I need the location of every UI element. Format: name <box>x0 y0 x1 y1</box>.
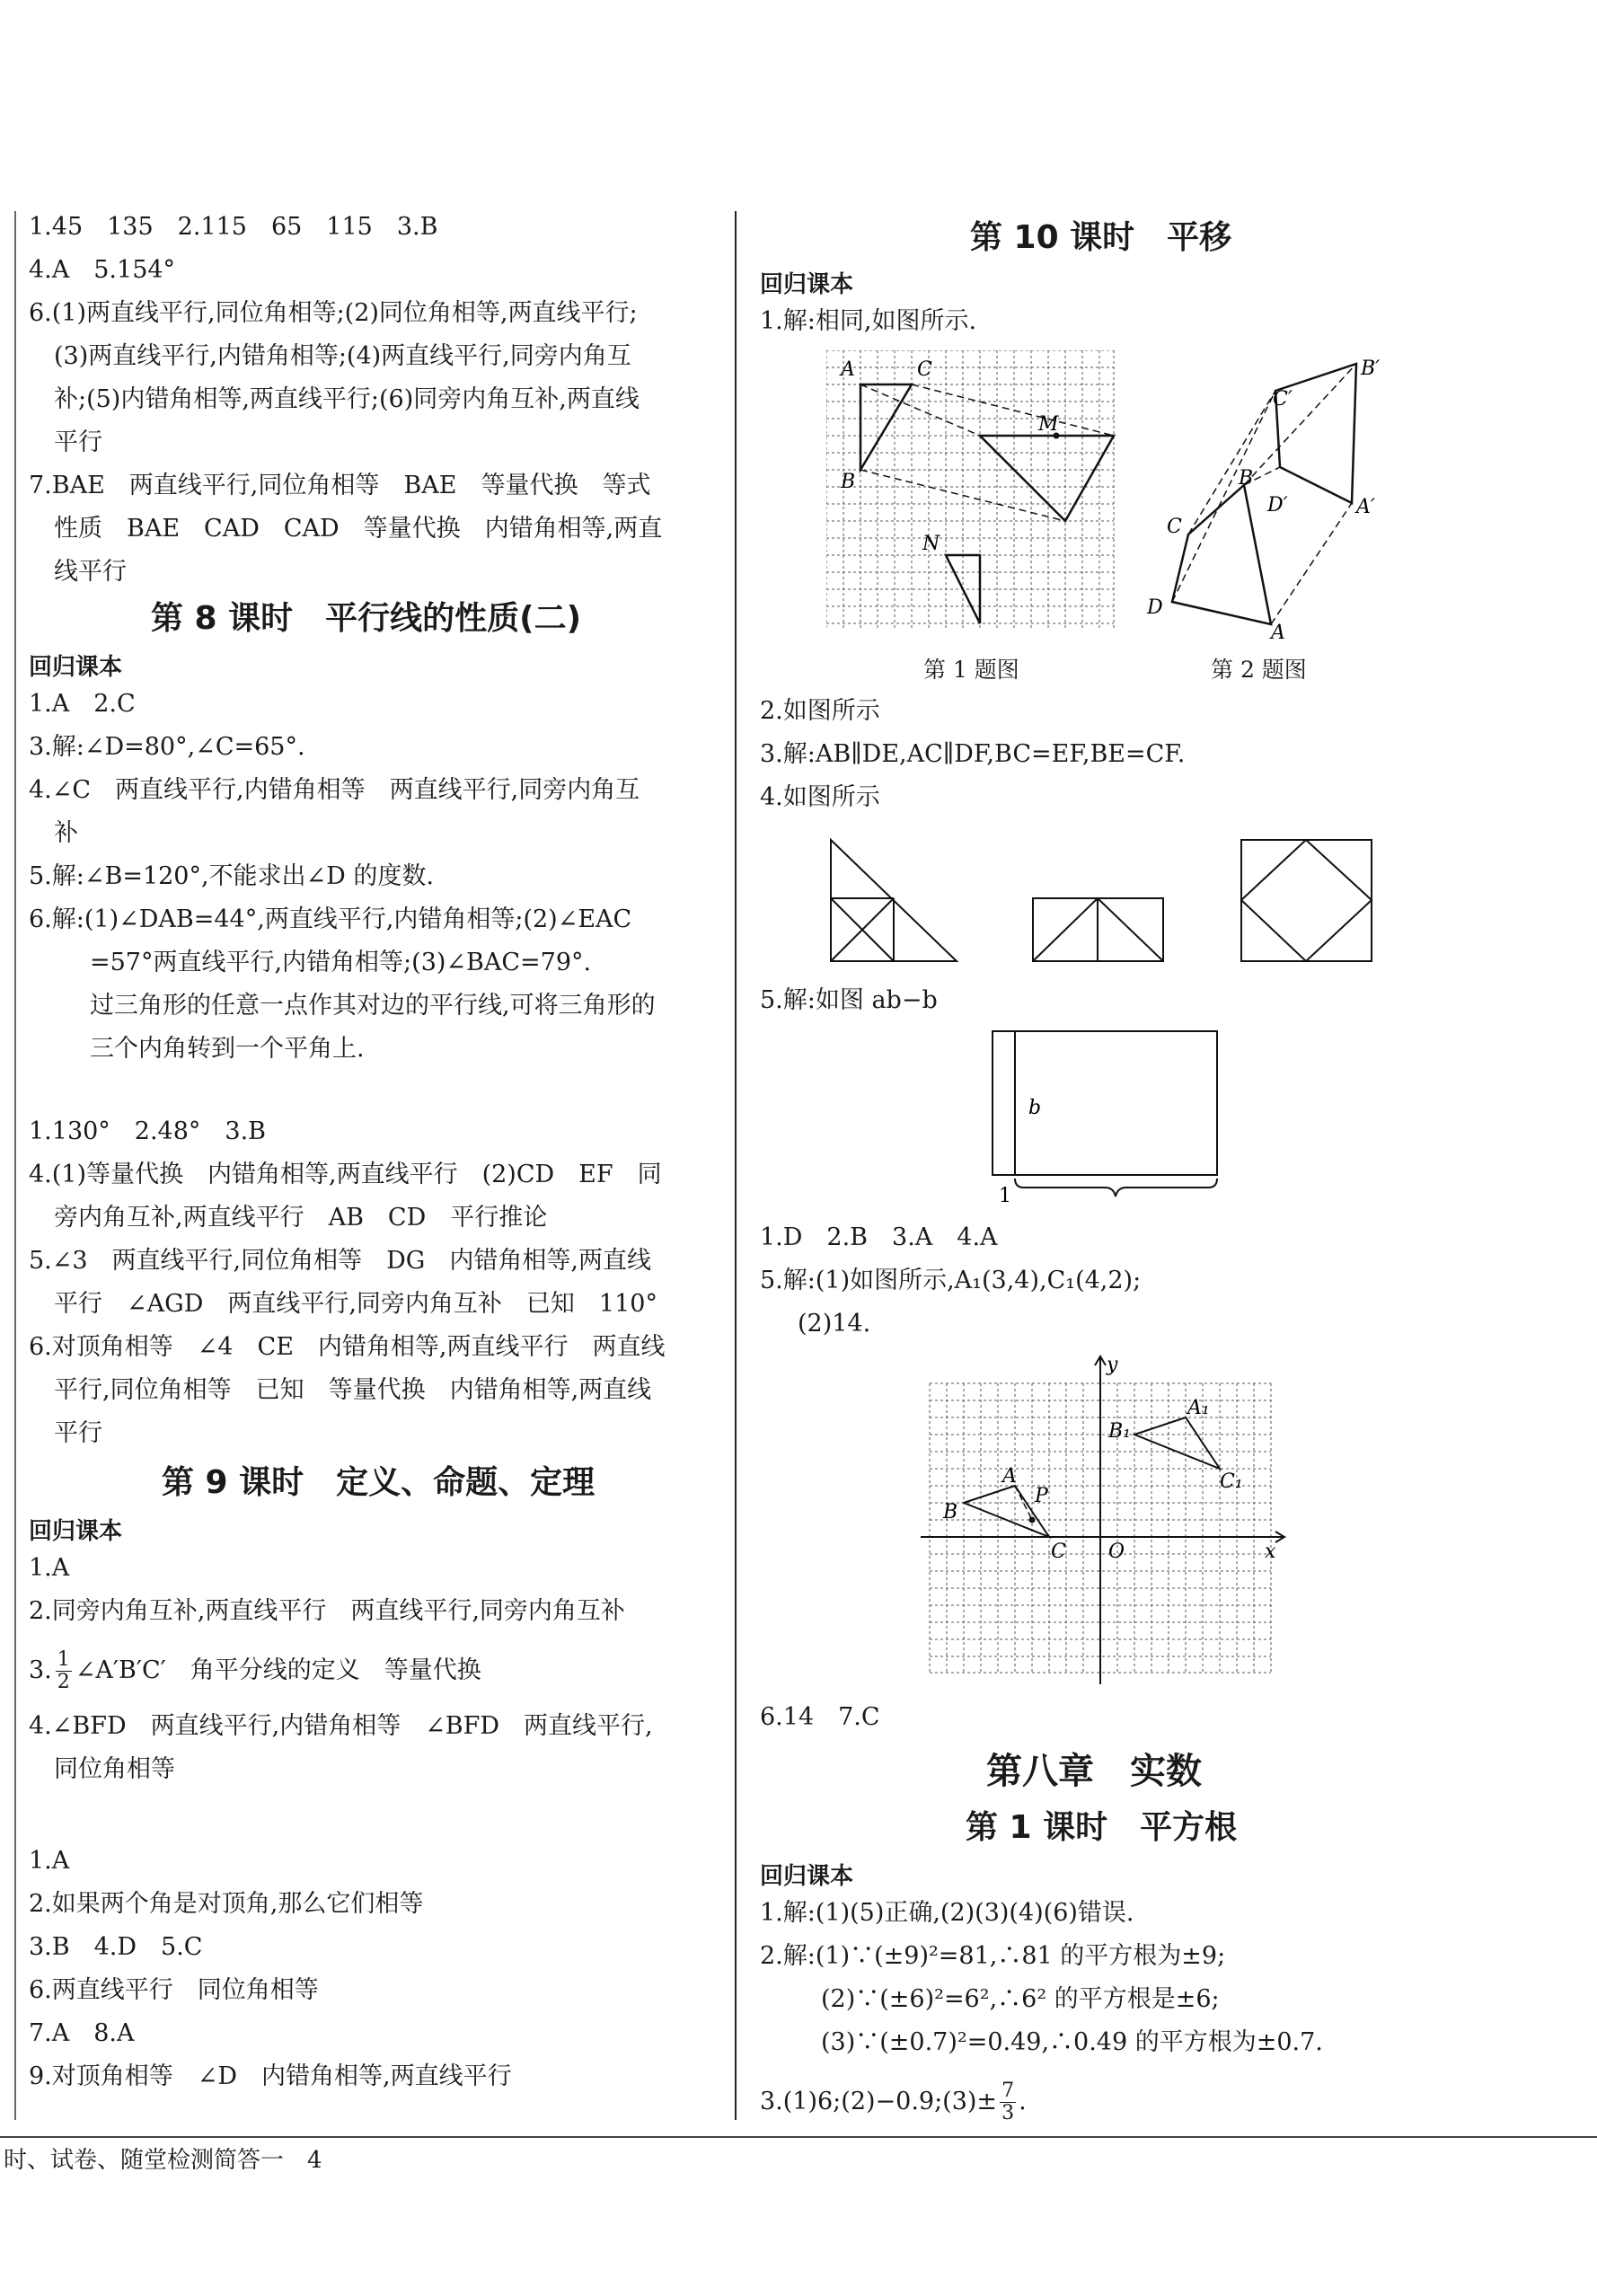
page-footer: 时、试卷、随堂检测简答一 4 <box>4 2147 322 2174</box>
fig1-label-m: M <box>1038 413 1059 436</box>
answer-line: 2.如果两个角是对顶角,那么它们相等 <box>29 1890 424 1918</box>
figure-4-shape-partitions <box>826 831 1383 975</box>
figure-5-rectangle-strip <box>979 1024 1231 1213</box>
subsection-label: 回归课本 <box>760 271 854 298</box>
answer-line: 6.对顶角相等 ∠4 CE 内错角相等,两直线平行 两直线 <box>29 1333 666 1361</box>
fig2-label-c-prime: C′ <box>1273 388 1293 411</box>
figure-caption: 第 2 题图 <box>1211 657 1307 683</box>
fig2-label-d: D <box>1147 596 1163 619</box>
coord-label-c1: C₁ <box>1220 1470 1243 1493</box>
answer-line: =57°两直线平行,内错角相等;(3)∠BAC=79°. <box>90 949 592 976</box>
answer-line: (2)∵(±6)²=6²,∴6² 的平方根是±6; <box>821 1985 1220 2013</box>
answer-line: 1.A 2.C <box>29 690 136 718</box>
answer-line: 1.解:相同,如图所示. <box>760 307 977 335</box>
answer-line: 6.(1)两直线平行,同位角相等;(2)同位角相等,两直线平行; <box>29 299 638 327</box>
fig2-label-a: A <box>1271 622 1285 642</box>
answer-line: 3.解:∠D=80°,∠C=65°. <box>29 733 305 761</box>
answer-line: 7.BAE 两直线平行,同位角相等 BAE 等量代换 等式 <box>29 472 651 499</box>
section-heading: 第 8 课时 平行线的性质(二) <box>151 600 582 637</box>
section-heading: 第 9 课时 定义、命题、定理 <box>162 1464 596 1501</box>
answer-line: 6.两直线平行 同位角相等 <box>29 1976 319 2004</box>
answer-line: 7.A 8.A <box>29 2019 135 2047</box>
answer-line: 5.解:如图 ab−b <box>760 986 938 1014</box>
fig1-label-n: N <box>922 533 940 555</box>
figure-caption: 第 1 题图 <box>923 657 1019 683</box>
answer-line: 1.D 2.B 3.A 4.A <box>760 1223 998 1251</box>
coord-label-b: B <box>943 1501 958 1523</box>
subsection-label: 回归课本 <box>29 1518 123 1545</box>
fraction-denominator: 2 <box>57 1671 70 1693</box>
fraction-seven-thirds <box>1000 2080 1016 2124</box>
answer-line: 1.A <box>29 1554 70 1582</box>
section-heading: 第 1 课时 平方根 <box>966 1809 1238 1846</box>
answer-line: 2.如图所示 <box>760 697 880 725</box>
answer-text: 3.(1)6;(2)−0.9;(3)± <box>760 2088 998 2115</box>
coordinate-grid-figure <box>916 1347 1293 1689</box>
answer-line: 6.14 7.C <box>760 1703 880 1731</box>
page-edge-line <box>14 211 16 2120</box>
answer-line: 1.130° 2.48° 3.B <box>29 1117 267 1145</box>
fig1-label-a: A <box>841 358 855 381</box>
answer-line <box>29 1649 481 1693</box>
fraction-numerator: 1 <box>57 1648 70 1671</box>
answer-line: (3)两直线平行,内错角相等;(4)两直线平行,同旁内角互 <box>54 342 631 370</box>
answer-text: . <box>1019 2088 1027 2115</box>
answer-line: 4.∠C 两直线平行,内错角相等 两直线平行,同旁内角互 <box>29 776 640 804</box>
fraction-numerator: 7 <box>1001 2080 1015 2102</box>
fig1-label-c: C <box>917 358 932 381</box>
answer-line <box>760 2080 1027 2124</box>
figure-1-grid-translation <box>826 350 1123 638</box>
answer-line: (2)14. <box>798 1310 871 1338</box>
answer-line: 平行 <box>54 428 102 456</box>
answer-line: 线平行 <box>54 558 127 586</box>
fig2-label-c: C <box>1167 516 1182 538</box>
answer-line: 5.解:∠B=120°,不能求出∠D 的度数. <box>29 862 434 890</box>
answer-line: (3)∵(±0.7)²=0.49,∴0.49 的平方根为±0.7. <box>821 2028 1323 2056</box>
coord-label-c: C <box>1051 1541 1066 1563</box>
fig2-label-d-prime: D′ <box>1267 494 1288 517</box>
coord-label-p: P <box>1035 1485 1048 1507</box>
answer-line: 平行 <box>54 1419 102 1447</box>
footer-rule <box>0 2136 1597 2138</box>
subsection-label: 回归课本 <box>29 654 123 681</box>
answer-line: 2.解:(1)∵(±9)²=81,∴81 的平方根为±9; <box>760 1942 1226 1970</box>
fig2-label-a-prime: A′ <box>1356 496 1375 518</box>
coord-label-o: O <box>1108 1541 1125 1563</box>
answer-line: 9.对顶角相等 ∠D 内错角相等,两直线平行 <box>29 2062 512 2090</box>
answer-line: 三个内角转到一个平角上. <box>90 1035 365 1063</box>
answer-line: 补;(5)内错角相等,两直线平行;(6)同旁内角互补,两直线 <box>54 385 640 413</box>
section-heading: 第 10 课时 平移 <box>970 219 1232 256</box>
answer-line: 平行,同位角相等 已知 等量代换 内错角相等,两直线 <box>54 1376 652 1404</box>
answer-line: 补 <box>54 819 78 847</box>
answer-line: 5.∠3 两直线平行,同位角相等 DG 内错角相等,两直线 <box>29 1247 651 1275</box>
coord-label-a1: A₁ <box>1187 1397 1210 1419</box>
coord-label-b1: B₁ <box>1108 1420 1131 1443</box>
answer-line: 1.解:(1)(5)正确,(2)(3)(4)(6)错误. <box>760 1899 1134 1927</box>
coord-label-x: x <box>1265 1541 1276 1563</box>
fig5-label-1: 1 <box>999 1185 1011 1207</box>
answer-line: 4.∠BFD 两直线平行,内错角相等 ∠BFD 两直线平行, <box>29 1712 653 1740</box>
answer-line: 过三角形的任意一点作其对边的平行线,可将三角形的 <box>90 992 656 1020</box>
answer-line: 3.B 4.D 5.C <box>29 1933 203 1961</box>
answer-line: 同位角相等 <box>54 1755 175 1783</box>
coord-label-a: A <box>1002 1465 1017 1488</box>
coord-label-y: y <box>1107 1354 1118 1376</box>
answer-line: 2.同旁内角互补,两直线平行 两直线平行,同旁内角互补 <box>29 1597 625 1625</box>
fig2-label-b: B <box>1239 467 1254 490</box>
answer-line: 4.如图所示 <box>760 783 880 811</box>
fig5-label-b: b <box>1028 1097 1042 1119</box>
fig2-label-b-prime: B′ <box>1361 358 1381 380</box>
answer-line: 平行 ∠AGD 两直线平行,同旁内角互补 已知 110° <box>54 1290 657 1318</box>
fraction-denominator: 3 <box>1001 2102 1015 2124</box>
item-number: 3. <box>29 1656 52 1684</box>
answer-line: 旁内角互补,两直线平行 AB CD 平行推论 <box>54 1204 548 1232</box>
chapter-heading: 第八章 实数 <box>986 1751 1202 1792</box>
answer-line: 6.解:(1)∠DAB=44°,两直线平行,内错角相等;(2)∠EAC <box>29 905 632 933</box>
fraction-half <box>56 1649 72 1693</box>
answer-line: 4.(1)等量代换 内错角相等,两直线平行 (2)CD EF 同 <box>29 1161 662 1188</box>
fig1-label-b: B <box>841 471 856 493</box>
answer-line: 1.A <box>29 1847 70 1875</box>
answer-text: ∠A′B′C′ 角平分线的定义 等量代换 <box>75 1656 481 1684</box>
answer-line: 3.解:AB∥DE,AC∥DF,BC=EF,BE=CF. <box>760 740 1186 768</box>
answer-line: 4.A 5.154° <box>29 256 176 284</box>
answer-line: 性质 BAE CAD CAD 等量代换 内错角相等,两直 <box>54 515 663 543</box>
subsection-label: 回归课本 <box>760 1863 854 1890</box>
answer-line: 5.解:(1)如图所示,A₁(3,4),C₁(4,2); <box>760 1267 1142 1294</box>
column-divider <box>735 211 737 2120</box>
figure-2-quadrilateral-translation <box>1136 355 1406 642</box>
answer-line: 1.45 135 2.115 65 115 3.B <box>29 213 438 241</box>
